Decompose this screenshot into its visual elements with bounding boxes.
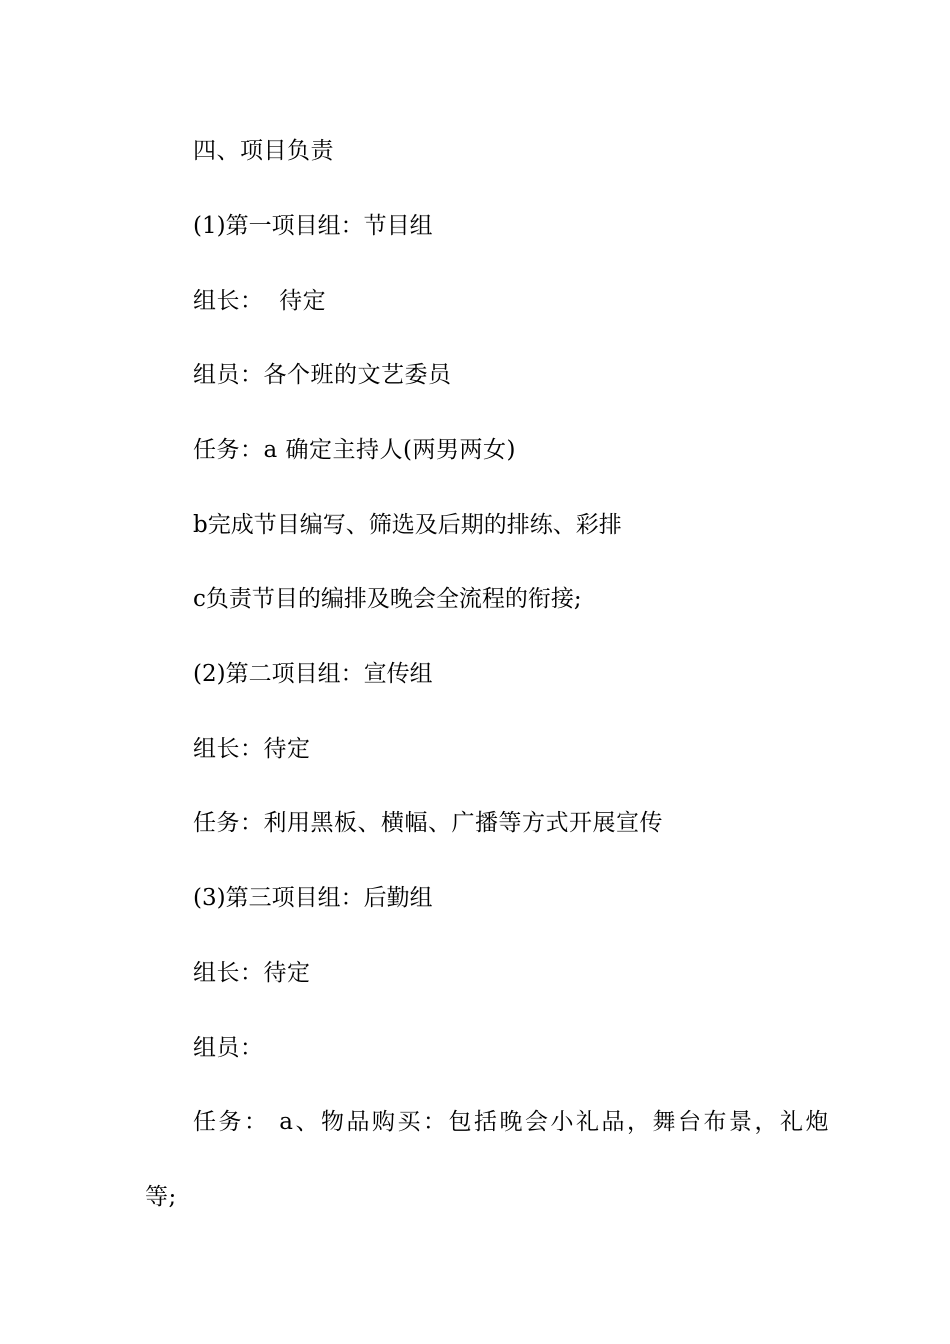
group-3-task-a: 任务： a、物品购买：包括晚会小礼品，舞台布景，礼炮 <box>193 1109 832 1135</box>
group-2-task: 任务：利用黑板、横幅、广播等方式开展宣传 <box>193 810 663 836</box>
group-1-task-a: 任务：a 确定主持人(两男两女) <box>193 437 516 463</box>
group-1-members: 组员：各个班的文艺委员 <box>193 362 452 388</box>
group-1-task-b: b完成节目编写、筛选及后期的排练、彩排 <box>193 512 622 538</box>
group-1-title: (1)第一项目组：节目组 <box>193 213 433 239</box>
group-3-title: (3)第三项目组：后勤组 <box>193 885 433 911</box>
group-3-leader: 组长：待定 <box>193 960 311 986</box>
group-2-title: (2)第二项目组：宣传组 <box>193 661 433 687</box>
section-heading: 四、项目负责 <box>193 138 334 164</box>
group-3-members: 组员： <box>193 1035 264 1061</box>
group-2-leader: 组长：待定 <box>193 736 311 762</box>
group-1-leader: 组长： 待定 <box>193 288 327 314</box>
group-3-task-a-continued: 等; <box>145 1184 177 1210</box>
group-1-task-c: c负责节目的编排及晚会全流程的衔接; <box>193 586 582 612</box>
